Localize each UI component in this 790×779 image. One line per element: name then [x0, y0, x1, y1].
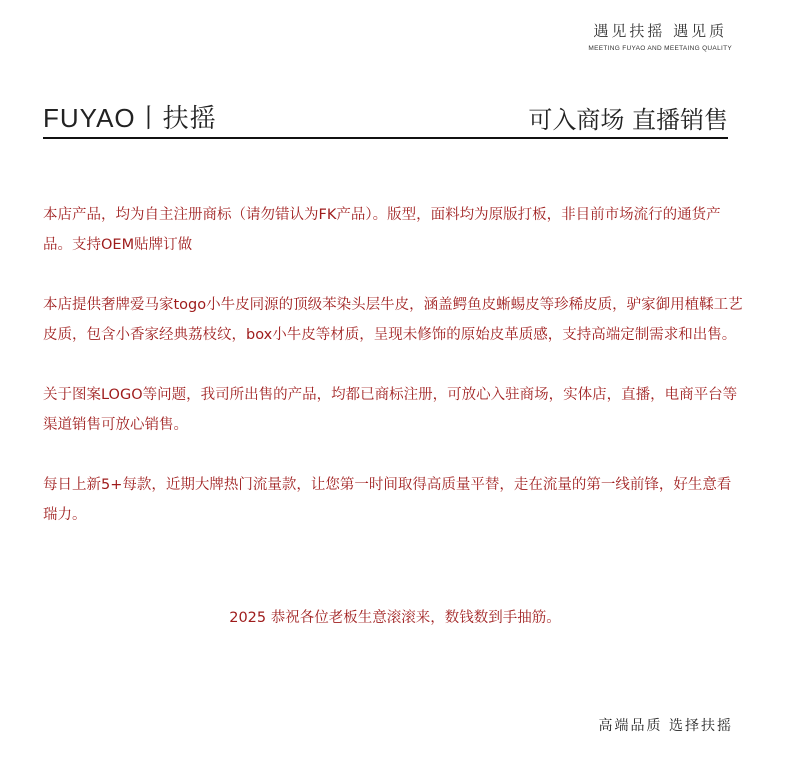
header-divider	[43, 137, 728, 139]
body-text	[43, 200, 743, 560]
paragraph-trademark: 关于图案LOGO等问题，我司所出售的产品，均都已商标注册，可放心入驻商场，实体店，直播，电商平台等渠道销售可放心销售。	[43, 387, 738, 433]
tagline-chinese: 遇见扶摇 遇见质	[593, 22, 728, 40]
brand-title: FUYAO丨扶摇	[43, 103, 217, 133]
slogan-emphasis: 直播销售	[632, 106, 728, 139]
paragraph-leather: 本店提供奢牌爱马家togo小牛皮同源的顶级苯染头层牛皮，涵盖鳄鱼皮蜥蜴皮等珍稀皮质，驴家御用植鞣工艺皮质，包含小香家经典荔枝纹，box小牛皮等材质，呈现未修饰的原始皮革质感，支持高端定制需求和出售。	[43, 297, 743, 343]
slogan-prefix: 可入商场	[528, 106, 632, 134]
blessing-text: 2025 恭祝各位老板生意滚滚来，数钱数到手抽筋。	[229, 610, 561, 626]
tagline-english: MEETING FUYAO AND MEETAING QUALITY	[588, 45, 732, 52]
footer-slogan: 高端品质 选择扶摇	[598, 718, 733, 734]
tagline	[588, 20, 732, 52]
header	[43, 92, 728, 138]
paragraph-brand-notice: 本店产品，均为自主注册商标（请勿错认为FK产品）。版型，面料均为原版打板，非目前市场流行的通货产品。支持OEM贴牌订做	[43, 207, 721, 253]
slogan	[528, 100, 728, 135]
paragraph-new-arrivals: 每日上新5+每款，近期大牌热门流量款，让您第一时间取得高质量平替，走在流量的第一线前锋，好生意看瑞力。	[43, 477, 732, 523]
